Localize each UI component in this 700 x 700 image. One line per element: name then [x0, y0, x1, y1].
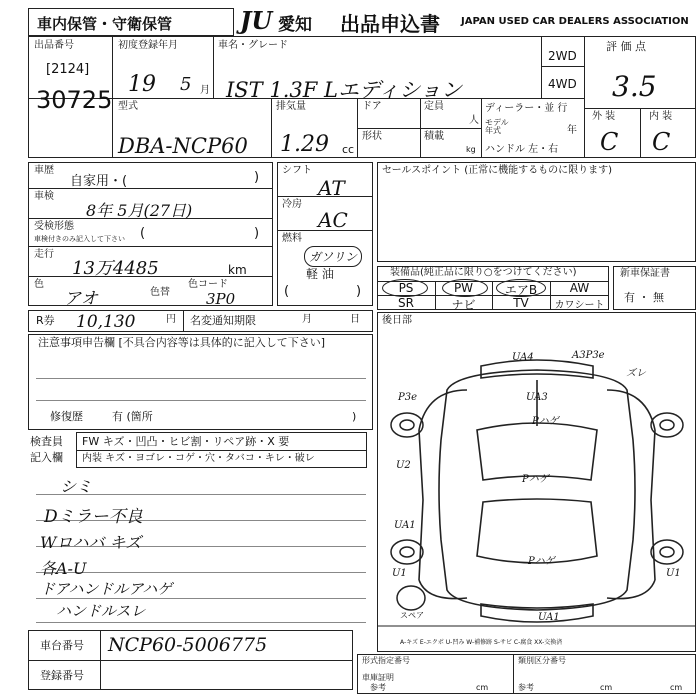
score-label: 評 価 点: [606, 40, 646, 53]
exterior-grade: C: [600, 128, 619, 156]
damage-legend: A-キズ E-エクボ U-凹み W-補修跡 S-サビ C-腐食 XX-交換済: [400, 639, 563, 646]
title-transfer-label: 名変通知期限: [190, 314, 256, 327]
document-title: 出品申込書: [340, 12, 440, 36]
damage-mark: U1: [666, 568, 681, 579]
association-name: JAPAN USED CAR DEALERS ASSOCIATION: [461, 16, 689, 27]
damage-mark: Pハゲ: [532, 416, 559, 427]
equipment-sr: SR: [398, 296, 414, 310]
notice-line: [36, 400, 366, 401]
repair-value: 有 (箇所: [112, 410, 153, 423]
registration-label: 登録番号: [40, 669, 84, 682]
shape-label: 形状: [362, 131, 382, 142]
ju-logo: JU: [240, 6, 273, 35]
form-number-label: 形式指定番号: [362, 656, 410, 665]
equipment-aw: AW: [569, 281, 590, 295]
spare-label: スペア: [400, 611, 424, 620]
inspector-row-interior: 内装 キズ・ヨゴレ・コゲ・穴・タバコ・キレ・破レ: [82, 453, 315, 464]
capacity-label: 定員: [424, 101, 444, 112]
divider: [183, 310, 184, 332]
equipment-pw-circle: [442, 279, 488, 297]
divider: [28, 660, 353, 661]
year-unit: 年: [567, 125, 577, 136]
tax-label: R券: [36, 314, 55, 327]
repair-close: ): [352, 410, 357, 423]
damage-mark: UA4: [512, 352, 534, 363]
inspector-label-bottom: 記入欄: [30, 451, 63, 464]
damage-mark: UA1: [394, 520, 416, 531]
color-value: アオ: [64, 289, 98, 309]
divider: [28, 246, 273, 247]
inspector-note: シミ: [60, 477, 93, 496]
shift-label: シフト: [282, 165, 312, 176]
inspector-note: ドアハンドルアハゲ: [40, 580, 173, 598]
equipment-ps-circle: [382, 279, 428, 297]
divider: [28, 188, 273, 189]
org-name: 愛知: [278, 15, 312, 35]
car-damage-diagram: [377, 330, 696, 650]
notice-line: [36, 378, 366, 379]
score-value: 3.5: [612, 70, 657, 103]
fuel-diesel: 軽 油: [306, 267, 334, 281]
recycle-open: (: [140, 226, 146, 241]
cm-unit: cm: [600, 683, 613, 692]
model-year-label: モデル 年式: [485, 118, 509, 135]
divider: [584, 36, 585, 158]
storage-title: 車内保管・守衛保管: [37, 15, 173, 33]
new-warranty-label: 新車保証書: [620, 268, 670, 279]
history-label: 車歴: [34, 165, 54, 176]
title-month-unit: 月: [302, 314, 312, 325]
equipment-airbag: エアB: [504, 283, 538, 297]
damage-mark: A3P3e: [572, 350, 605, 361]
fuel-value: ガソリン: [304, 246, 362, 267]
inspector-line: [36, 622, 366, 623]
divider: [100, 630, 101, 690]
shape-divider: [357, 128, 481, 129]
drive-divider: [541, 66, 584, 67]
tax-value: 10,130: [76, 312, 136, 332]
drive-2wd: 2WD: [548, 49, 577, 63]
equipment-navi: ナビ: [451, 298, 476, 312]
damage-mark: UA1: [538, 612, 560, 623]
damage-mark: ズレ: [626, 368, 646, 379]
load-unit: kg: [466, 145, 476, 154]
interior-grade: C: [652, 128, 671, 156]
reference-label-2: 参考: [518, 683, 534, 692]
inspector-note: ハンドルスレ: [56, 602, 146, 620]
inspector-note: Dミラー不良: [44, 507, 143, 527]
color-code-label: 色コード: [188, 279, 228, 290]
lot-code: [2124]: [46, 62, 90, 77]
displacement-label: 排気量: [276, 101, 306, 112]
shift-value: AT: [318, 176, 345, 200]
divider: [513, 654, 514, 694]
chassis-label: 車台番号: [40, 639, 84, 652]
registration-month: 5: [180, 74, 192, 95]
color-label: 色: [34, 279, 44, 290]
inspector-label-top: 検査員: [30, 435, 63, 448]
history-close: ): [254, 170, 260, 185]
equipment-label: 装備品(純正品に限り○をつけてください): [390, 267, 577, 278]
registration-year: 19: [128, 72, 156, 97]
inspector-note: 各A-U: [40, 559, 87, 578]
cm-unit: cm: [670, 683, 683, 692]
aircon-label: 冷房: [282, 199, 302, 210]
damage-mark: UA3: [526, 392, 548, 403]
month-unit: 月: [200, 85, 210, 96]
history-value: 自家用・(: [70, 174, 128, 189]
handle-label: ハンドル 左・右: [485, 144, 559, 155]
color-code-value: 3P0: [206, 290, 236, 308]
door-label: ドア: [362, 101, 382, 112]
divider: [76, 450, 367, 451]
model-grade-label: 車名・グレード: [218, 40, 288, 51]
first-registration-label: 初度登録年月: [118, 40, 178, 51]
aircon-value: AC: [318, 208, 348, 232]
displacement-value: 1.29: [280, 132, 329, 157]
storage-box: [28, 8, 234, 36]
equipment-airbag-circle: [496, 279, 546, 297]
damage-mark: U1: [392, 568, 407, 579]
damage-mark: U2: [396, 460, 411, 471]
recycle-note: 車検付きのみ記入して下さい: [34, 235, 125, 243]
title-day-unit: 日: [350, 314, 360, 325]
divider: [271, 98, 272, 158]
inspection-value: 8年 5月(27日): [86, 201, 193, 220]
new-warranty-options: 有 ・ 無: [624, 291, 664, 304]
equipment-pw: PW: [453, 281, 474, 295]
drive-4wd: 4WD: [548, 77, 577, 91]
category-number-label: 類別区分番号: [518, 656, 566, 665]
inspector-note: Wロハバ キズ: [40, 533, 142, 552]
mileage-unit: km: [228, 263, 247, 277]
fuel-close: ): [356, 284, 362, 299]
mileage-label: 走行: [34, 249, 54, 260]
lot-label: 出品番号: [34, 40, 74, 51]
capacity-unit: 人: [469, 115, 479, 126]
tax-unit: 円: [166, 314, 176, 325]
divider: [213, 36, 214, 98]
notice-label: 注意事項申告欄 [不具合内容等は具体的に記入して下さい]: [38, 336, 326, 349]
damage-mark: P3e: [398, 392, 418, 403]
exterior-label: 外 装: [592, 111, 616, 122]
equipment-ps: PS: [398, 281, 414, 295]
repair-label: 修復歴: [50, 410, 83, 423]
lot-number: 30725: [36, 86, 113, 114]
sales-point-frame: [377, 162, 696, 262]
interior-label: 内 装: [649, 111, 673, 122]
damage-mark: Pハゲ: [528, 556, 555, 567]
inspector-row-exterior: FW キズ・凹凸・ヒビ割・リペア跡・X 要: [82, 435, 290, 448]
divider: [481, 98, 482, 158]
damage-mark: Pハゲ: [522, 474, 549, 485]
garage-cert-label: 車庫証明: [362, 673, 394, 682]
equipment-tv: TV: [513, 296, 529, 310]
remarks-label: 後日部: [382, 315, 412, 326]
displacement-unit: cc: [342, 143, 355, 156]
dealer-label: ディーラー・並 行: [485, 103, 568, 114]
sales-point-label: セールスポイント (正常に機能するものに限ります): [382, 165, 613, 176]
grade-divider-v: [640, 108, 641, 158]
fuel-label: 燃料: [282, 233, 302, 244]
recycle-label: 受検形態: [34, 221, 74, 232]
mileage-value: 13万4485: [72, 258, 159, 279]
model-grade-value: IST 1.3F Lエディション: [226, 78, 462, 102]
equipment-leather-seat: カワシート: [554, 300, 605, 311]
color-change-label: 色替: [150, 287, 170, 298]
load-label: 積載: [424, 131, 444, 142]
type-value: DBA-NCP60: [118, 134, 248, 158]
type-label: 型式: [118, 101, 138, 112]
cm-unit: cm: [476, 683, 489, 692]
inspection-label: 車検: [34, 191, 54, 202]
fuel-open: (: [284, 284, 290, 299]
chassis-value: NCP60-5006775: [108, 634, 268, 656]
divider: [541, 36, 542, 98]
recycle-close: ): [254, 226, 260, 241]
reference-label: 参考: [370, 683, 386, 692]
